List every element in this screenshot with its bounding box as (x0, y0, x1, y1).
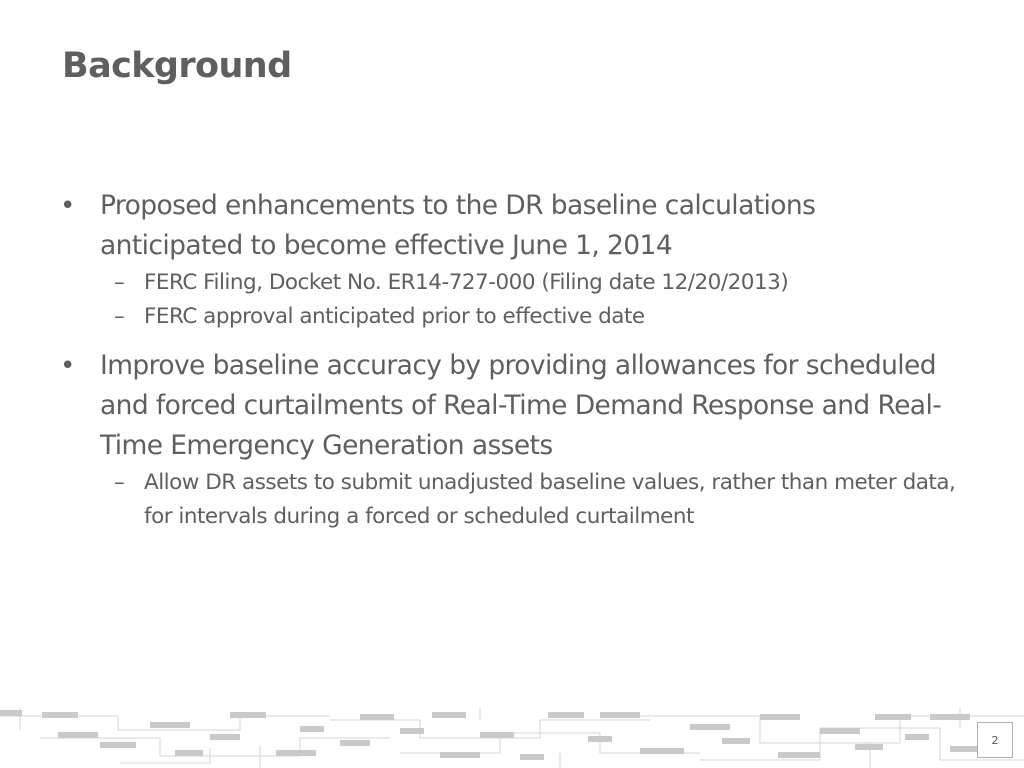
sub-bullet-item (60, 466, 960, 534)
sub-bullet-text: FERC Filing, Docket No. ER14-727-000 (Filing date 12/20/2013) (144, 270, 789, 295)
bullet-text: Improve baseline accuracy by providing allowances for scheduled and forced curtailments of Real-Time Demand Response and Real-Time Emergency Generation assets (100, 350, 942, 461)
sub-bullet-list (100, 466, 960, 534)
sub-bullet-item (60, 266, 960, 300)
slide-content (60, 186, 960, 534)
sub-bullet-text: FERC approval anticipated prior to effective date (144, 304, 645, 329)
dash-icon: – (114, 270, 125, 295)
bullet-text: Proposed enhancements to the DR baseline calculations anticipated to become effective June 1, 2014 (100, 190, 816, 261)
dash-icon: – (114, 304, 125, 329)
page-number: 2 (977, 722, 1013, 758)
dash-icon: – (114, 470, 125, 495)
slide-title: Background (62, 46, 292, 86)
bullet-dot-icon: • (60, 351, 75, 381)
sub-bullet-list (100, 266, 960, 334)
bullet-dot-icon: • (60, 191, 75, 221)
bullet-item (60, 346, 960, 534)
sub-bullet-text: Allow DR assets to submit unadjusted baseline values, rather than meter data, for intervals during a forced or scheduled curtailment (144, 470, 956, 529)
bullet-item (60, 186, 960, 334)
sub-bullet-item (60, 300, 960, 334)
circuit-board-decoration (0, 708, 1024, 768)
